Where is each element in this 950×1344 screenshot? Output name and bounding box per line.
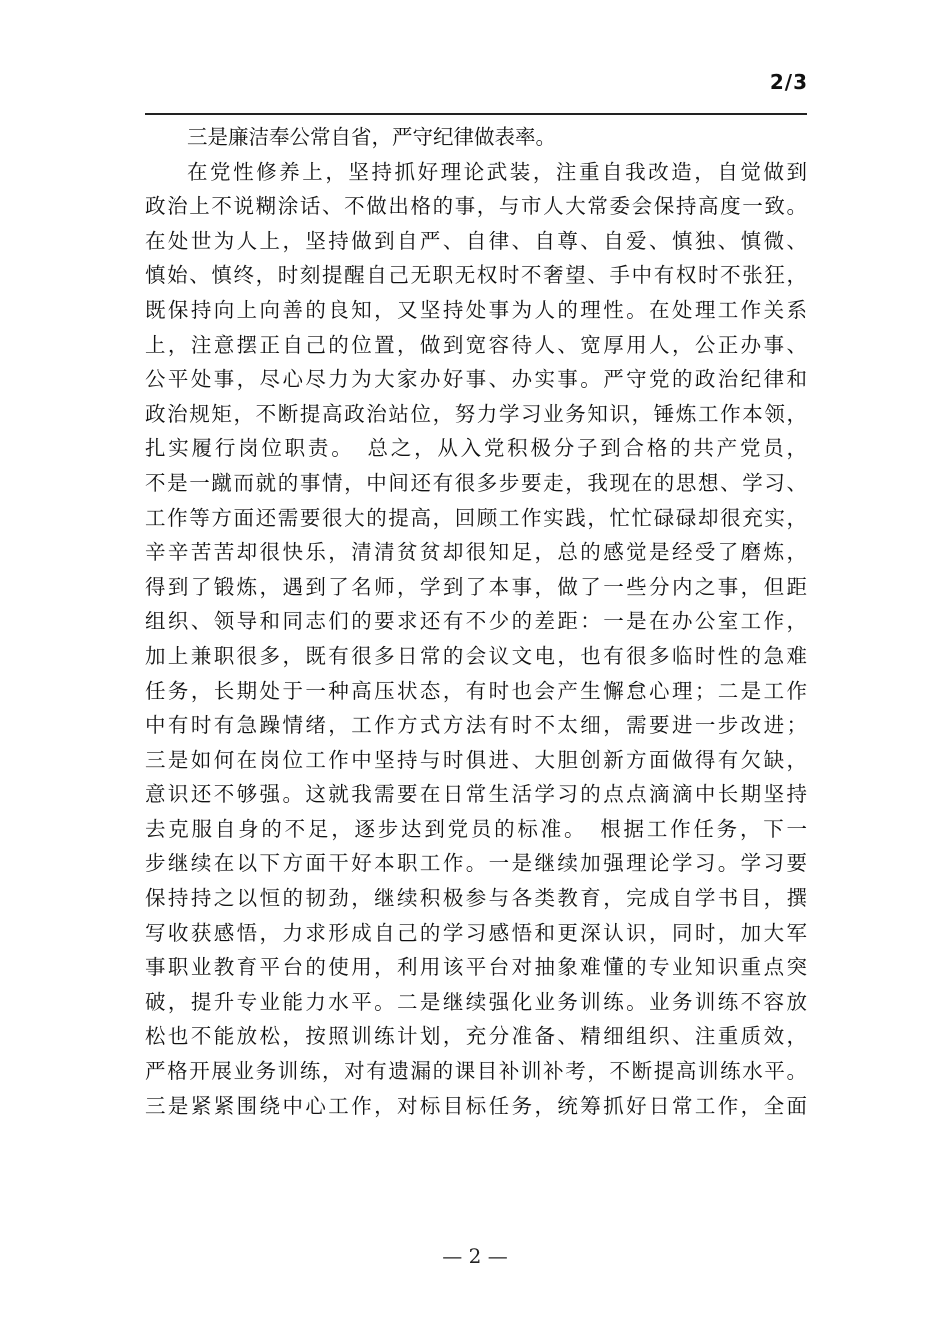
text-line: 慎始、慎终，时刻提醒自己无职无权时不奢望、手中有权时不张狂， [145,263,807,288]
page-counter: 2/3 [769,70,808,94]
text-line: 得到了锻炼，遇到了名师，学到了本事，做了一些分内之事，但距 [145,574,807,599]
text-line: 意识还不够强。这就我需要在日常生活学习的点点滴滴中长期坚持 [145,782,807,807]
text-line: 写收获感悟，力求形成自己的学习感悟和更深认识，同时，加大军 [145,920,807,945]
text-line: 三是廉洁奉公常自省，严守纪律做表率。 [187,125,556,149]
text-line: 公平处事，尽心尽力为大家办好事、办实事。严守党的政治纪律和 [145,367,807,392]
text-line: 破，提升专业能力水平。二是继续强化业务训练。业务训练不容放 [145,989,807,1014]
text-line: 工作等方面还需要很大的提高，回顾工作实践，忙忙碌碌却很充实， [145,505,807,530]
text-line: 在处世为人上，坚持做到自严、自律、自尊、自爱、慎独、慎微、 [145,228,807,253]
text-line: 三是如何在岗位工作中坚持与时俱进、大胆创新方面做得有欠缺， [145,747,807,772]
text-line: 三是紧紧围绕中心工作，对标目标任务，统筹抓好日常工作，全面 [145,1093,807,1118]
document-body [145,120,807,1123]
text-line: 上，注意摆正自己的位置，做到宽容待人、宽厚用人，公正办事、 [145,332,807,357]
text-line: 去克服自身的不足，逐步达到党员的标准。 根据工作任务，下一 [145,816,807,841]
text-line: 松也不能放松，按照训练计划，充分准备、精细组织、注重质效， [145,1024,807,1049]
text-line: 事职业教育平台的使用，利用该平台对抽象难懂的专业知识重点突 [145,955,807,980]
text-line: 不是一蹴而就的事情，中间还有很多步要走，我现在的思想、学习、 [145,470,807,495]
text-line: 辛辛苦苦却很快乐，清清贫贫却很知足，总的感觉是经受了磨炼， [145,540,807,565]
text-line: 既保持向上向善的良知，又坚持处事为人的理性。在处理工作关系 [145,297,807,322]
text-line: 严格开展业务训练，对有遗漏的课目补训补考，不断提高训练水平。 [145,1059,807,1084]
text-line: 政治规矩，不断提高政治站位，努力学习业务知识，锤炼工作本领， [145,401,807,426]
text-line: 组织、领导和同志们的要求还有不少的差距：一是在办公室工作， [145,609,807,634]
text-line: 任务，长期处于一种高压状态，有时也会产生懈怠心理；二是工作 [145,678,807,703]
text-line: 中有时有急躁情绪，工作方式方法有时不太细，需要进一步改进； [145,713,807,738]
text-line: 加上兼职很多，既有很多日常的会议文电，也有很多临时性的急难 [145,643,807,668]
text-line: 扎实履行岗位职责。 总之，从入党积极分子到合格的共产党员， [145,436,807,461]
page-number: — 2 — [442,1244,508,1268]
text-line: 政治上不说糊涂话、不做出格的事，与市人大常委会保持高度一致。 [145,194,807,219]
text-line: 保持持之以恒的韧劲，继续积极参与各类教育，完成自学书目，撰 [145,886,807,911]
text-line: 步继续在以下方面干好本职工作。一是继续加强理论学习。学习要 [145,851,807,876]
text-line: 在党性修养上，坚持抓好理论武装，注重自我改造，自觉做到 [187,159,807,184]
header-rule [145,113,807,115]
